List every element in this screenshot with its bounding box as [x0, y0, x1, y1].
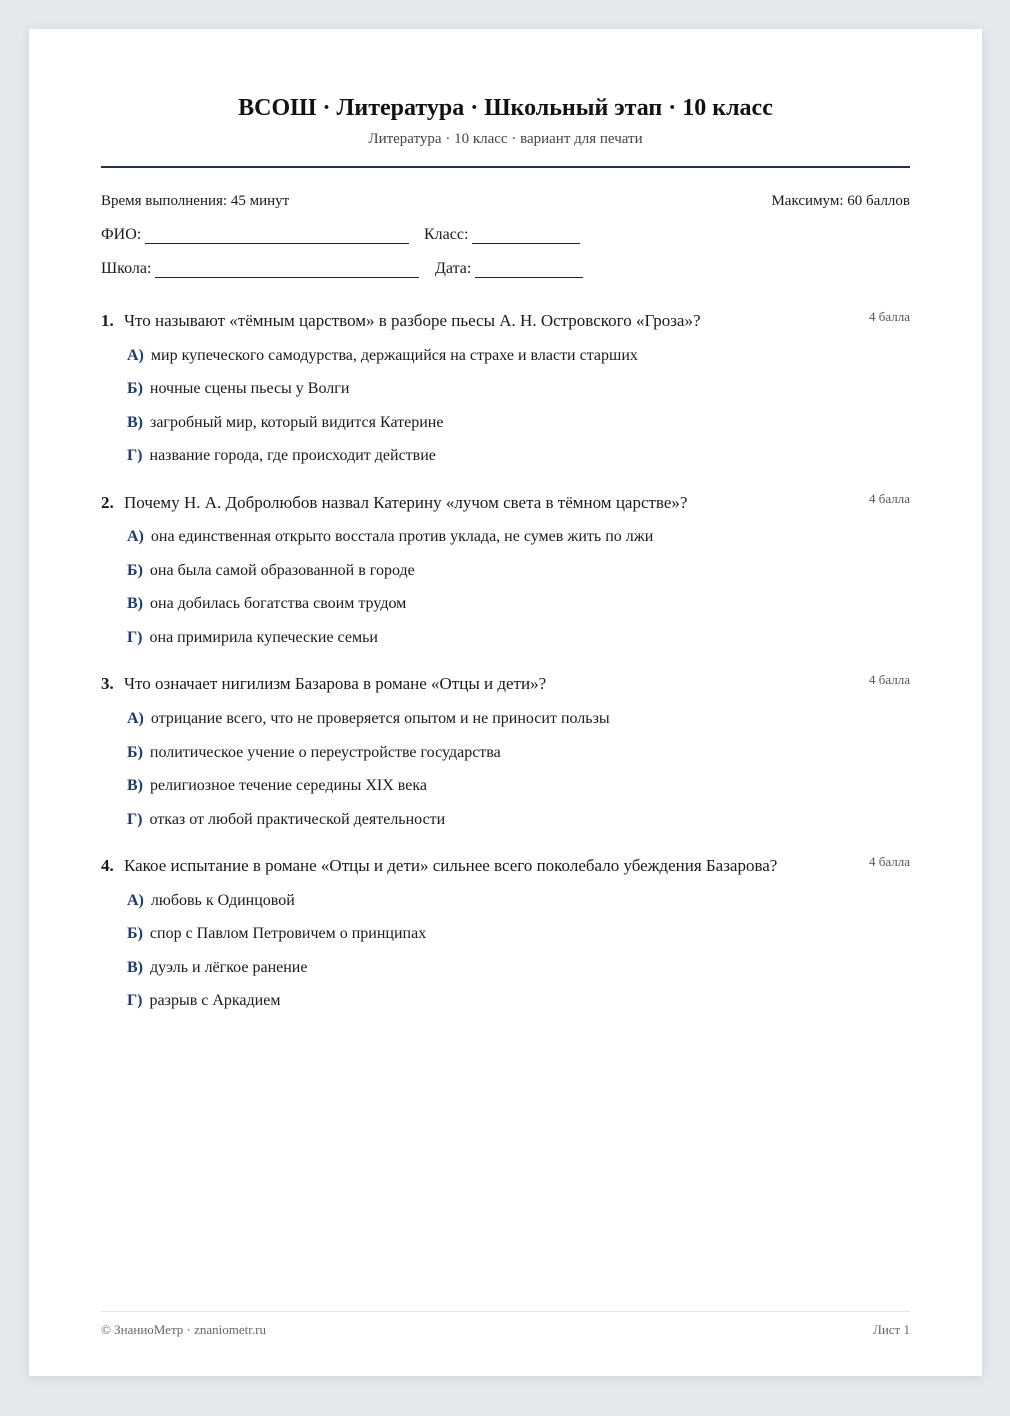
- option-letter: Г): [127, 811, 143, 828]
- option-letter: Б): [127, 562, 143, 579]
- option-text: отрицание всего, что не проверяется опытом и не приносит пользы: [150, 710, 610, 727]
- option-letter: Б): [127, 380, 143, 397]
- footer-page-number: Лист 1: [873, 1322, 910, 1337]
- footer-copyright: © ЗнаниоМетр · znaniometr.ru: [101, 1322, 266, 1337]
- question-1: [101, 309, 910, 464]
- max-score: Максимум: 60 баллов: [771, 193, 910, 209]
- option-text: спор с Павлом Петровичем о принципах: [149, 925, 427, 942]
- option-text: отказ от любой практической деятельности: [149, 811, 446, 828]
- answer-option[interactable]: [127, 744, 501, 762]
- option-text: она единственная открыто восстала против уклада, не сумев жить по лжи: [150, 528, 654, 545]
- answer-option[interactable]: [127, 992, 280, 1010]
- question-points: 4 балла: [869, 309, 910, 324]
- option-text: разрыв с Аркадием: [149, 992, 281, 1009]
- fio-label: ФИО:: [101, 226, 142, 243]
- time-limit: Время выполнения: 45 минут: [101, 193, 290, 209]
- question-header: [101, 856, 910, 880]
- option-text: она примирила купеческие семьи: [149, 629, 378, 646]
- option-letter: В): [127, 959, 143, 976]
- option-letter: А): [127, 528, 144, 545]
- class-label: Класс:: [424, 226, 469, 243]
- class-field[interactable]: [424, 226, 580, 244]
- option-letter: Г): [127, 992, 143, 1009]
- answer-option[interactable]: [127, 447, 436, 465]
- date-blank-line[interactable]: [475, 261, 583, 278]
- answer-option[interactable]: [127, 528, 653, 546]
- question-text: Что называют «тёмным царством» в разборе пьесы А. Н. Островского «Гроза»?: [124, 311, 701, 330]
- footer-divider: [101, 1311, 910, 1312]
- option-text: дуэль и лёгкое ранение: [150, 959, 308, 976]
- question-4: [101, 854, 910, 1009]
- question-header: [101, 674, 910, 698]
- option-text: она добилась богатства своим трудом: [150, 595, 407, 612]
- school-label: Школа:: [101, 260, 152, 277]
- answer-option[interactable]: [127, 562, 415, 580]
- answer-option[interactable]: [127, 347, 638, 365]
- option-text: политическое учение о переустройстве государства: [149, 744, 501, 761]
- answer-option[interactable]: [127, 925, 426, 943]
- fio-blank-line[interactable]: [145, 227, 409, 244]
- option-text: загробный мир, который видится Катерине: [150, 414, 444, 431]
- answer-option[interactable]: [127, 710, 610, 728]
- question-3: [101, 672, 910, 828]
- answer-option[interactable]: [127, 777, 427, 795]
- page-subtitle: Литература · 10 класс · вариант для печати: [368, 131, 643, 147]
- question-number: 2.: [101, 493, 114, 512]
- answer-option[interactable]: [127, 959, 307, 977]
- option-letter: А): [127, 710, 144, 727]
- option-text: она была самой образованной в городе: [149, 562, 415, 579]
- question-text: Какое испытание в романе «Отцы и дети» сильнее всего поколебало убеждения Базарова?: [124, 856, 778, 875]
- option-letter: В): [127, 595, 143, 612]
- answer-option[interactable]: [127, 414, 443, 432]
- question-number: 1.: [101, 311, 114, 330]
- question-points: 4 балла: [869, 672, 910, 687]
- question-header: [101, 311, 910, 335]
- answer-option[interactable]: [127, 811, 445, 829]
- question-text: Почему Н. А. Добролюбов назвал Катерину «лучом света в тёмном царстве»?: [124, 493, 688, 512]
- question-2: [101, 491, 910, 646]
- sheet-content: [101, 29, 910, 1376]
- page-title: ВСОШ · Литература · Школьный этап · 10 класс: [238, 95, 773, 121]
- option-letter: Г): [127, 629, 143, 646]
- date-label: Дата:: [435, 260, 472, 277]
- class-blank-line[interactable]: [472, 227, 580, 244]
- option-text: мир купеческого самодурства, держащийся на страхе и власти старших: [150, 347, 638, 364]
- option-text: ночные сцены пьесы у Волги: [149, 380, 350, 397]
- question-points: 4 балла: [869, 491, 910, 506]
- fio-field[interactable]: [101, 226, 409, 244]
- answer-option[interactable]: [127, 380, 349, 398]
- option-text: религиозное течение середины XIX века: [150, 777, 427, 794]
- option-letter: А): [127, 892, 144, 909]
- answer-option[interactable]: [127, 892, 295, 910]
- option-letter: Б): [127, 925, 143, 942]
- option-letter: Г): [127, 447, 143, 464]
- option-letter: В): [127, 414, 143, 431]
- school-field[interactable]: [101, 260, 419, 278]
- answer-option[interactable]: [127, 595, 406, 613]
- option-letter: В): [127, 777, 143, 794]
- question-points: 4 балла: [869, 854, 910, 869]
- exam-sheet: [29, 29, 982, 1376]
- header-divider: [101, 166, 910, 168]
- question-number: 3.: [101, 674, 114, 693]
- question-number: 4.: [101, 856, 114, 875]
- option-text: название города, где происходит действие: [149, 447, 436, 464]
- option-text: любовь к Одинцовой: [150, 892, 295, 909]
- date-field[interactable]: [435, 260, 583, 278]
- question-text: Что означает нигилизм Базарова в романе «Отцы и дети»?: [124, 674, 547, 693]
- question-header: [101, 493, 910, 517]
- option-letter: Б): [127, 744, 143, 761]
- answer-option[interactable]: [127, 629, 378, 647]
- school-blank-line[interactable]: [155, 261, 419, 278]
- option-letter: А): [127, 347, 144, 364]
